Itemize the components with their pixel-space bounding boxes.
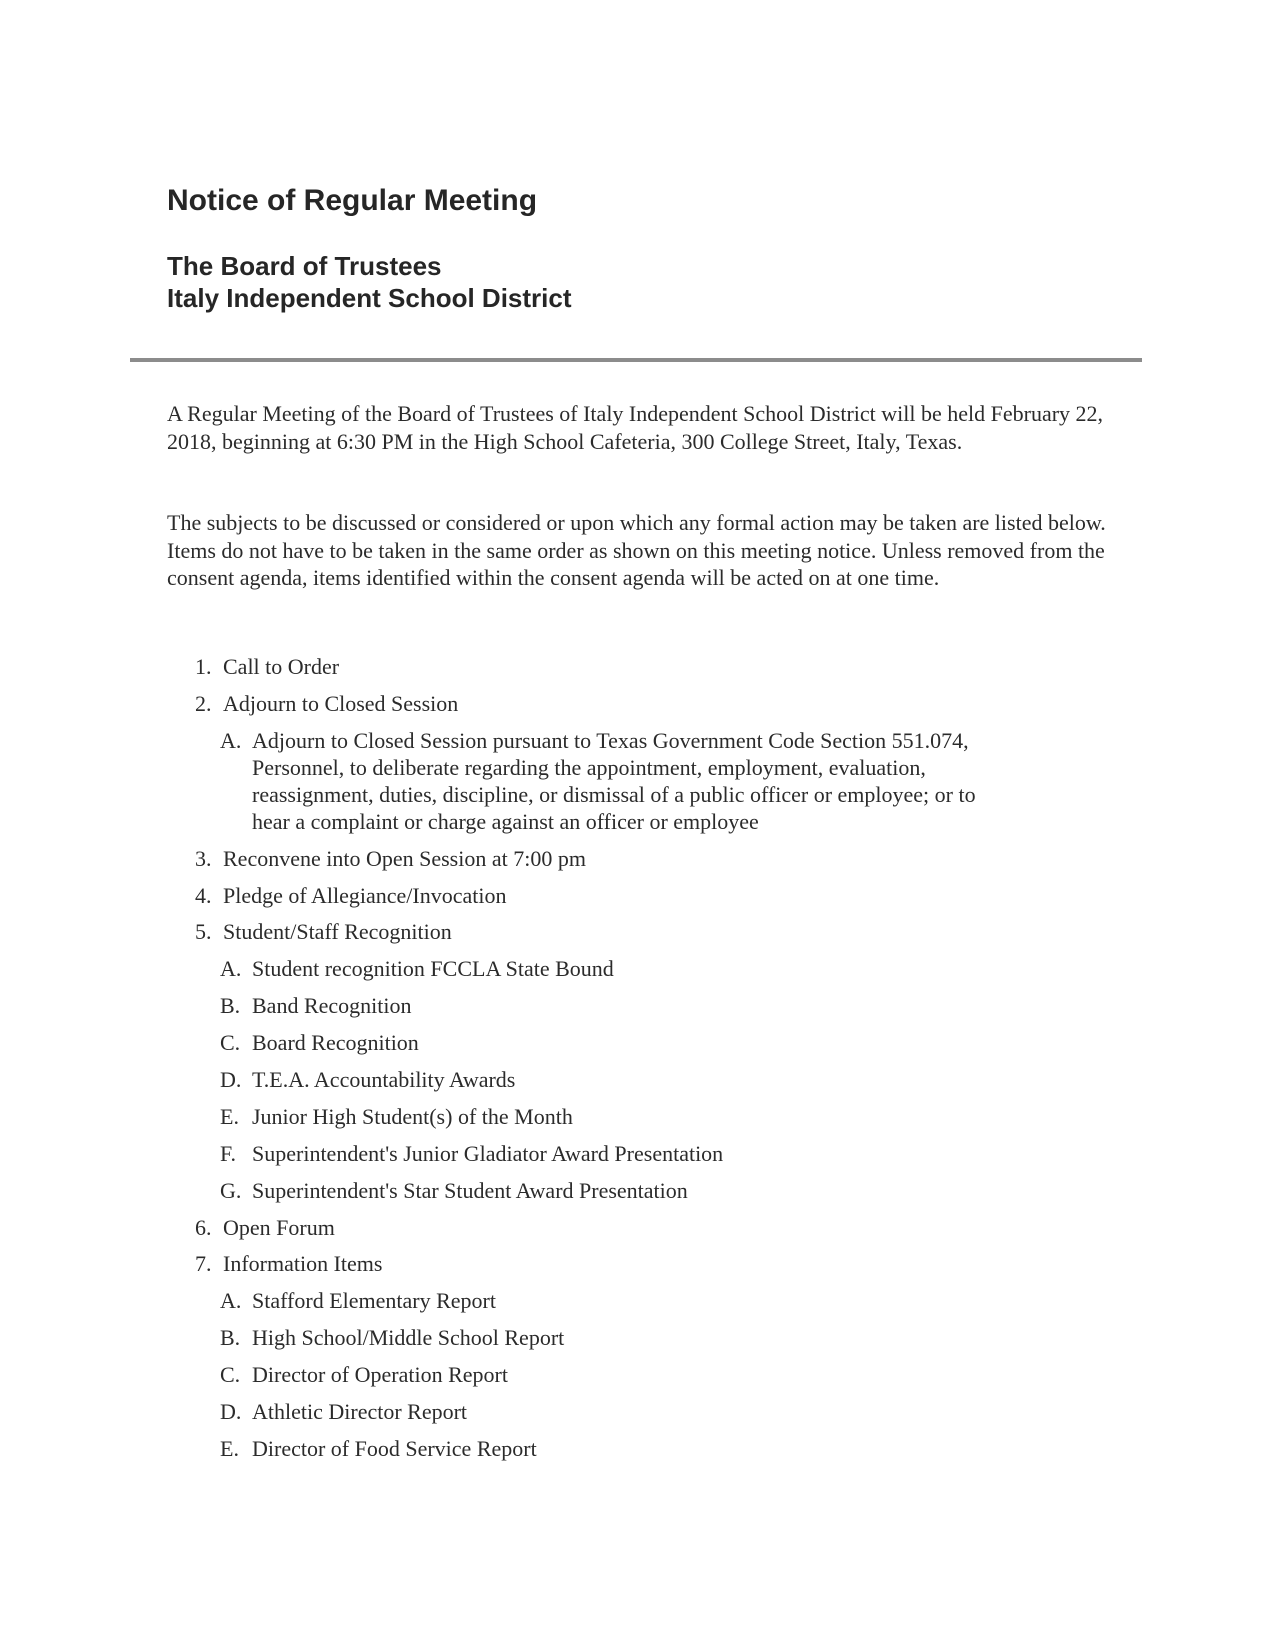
sub-item-text: Stafford Elementary Report [252,1288,496,1314]
sub-item-letter: G. [220,1177,242,1203]
sub-item-letter: F. [220,1140,236,1166]
sub-item-text: Junior High Student(s) of the Month [252,1103,573,1129]
item-number: 4. [195,882,212,908]
item-number: 7. [195,1251,212,1277]
sub-item [220,727,1095,845]
page-title: Notice of Regular Meeting [167,184,538,217]
sub-item-letter: A. [220,956,242,982]
item-text: Information Items [223,1251,383,1277]
agenda-item [195,1250,1095,1471]
sub-item-letter: D. [220,1399,242,1425]
sub-item-letter: A. [220,1288,242,1314]
sub-item-letter: B. [220,993,241,1019]
item-text: Adjourn to Closed Session [223,690,459,716]
item-number: 2. [195,690,212,716]
sub-item [220,992,1095,1029]
sub-item [220,1324,1095,1361]
item-text: Open Forum [223,1214,335,1240]
sub-item-text: Board Recognition [252,1030,419,1056]
sub-item [220,1140,1095,1177]
item-text: Call to Order [223,654,340,679]
agenda-item [195,918,1095,1213]
sub-item [220,1066,1095,1103]
sub-item-text: Band Recognition [252,993,412,1019]
agenda-item [195,1214,1095,1251]
board-name: The Board of Trustees [167,251,442,281]
sub-item-letter: C. [220,1030,241,1056]
agenda-item [195,882,1095,919]
item-number: 5. [195,919,212,945]
sub-item [220,1287,1095,1324]
sub-item-letter: A. [220,727,242,753]
sub-item-text: T.E.A. Accountability Awards [252,1067,516,1093]
item-number: 3. [195,845,212,871]
sub-item [220,1103,1095,1140]
agenda-list [195,653,1095,1472]
sub-item-letter: C. [220,1362,241,1388]
sub-item-text: Director of Food Service Report [252,1435,537,1461]
district-name: Italy Independent School District [167,283,572,313]
sub-item-text: Adjourn to Closed Session pursuant to Texas Government Code Section 551.074, Personnel, to deliberate regarding the appointment, employment, evaluation, reassignment, duties, discipline, or dismissal of a public officer or employee; or to hear a complaint or charge against an officer or employee [252,727,976,834]
agenda-intro-paragraph: The subjects to be discussed or considered or upon which any formal action may be taken are listed below. Items do not have to be taken in the same order as shown on this meeting notice. Unless removed from the consent agenda, items identified within the consent agenda will be acted on at one time. [167,510,1106,590]
agenda-item [195,845,1095,882]
sub-item [220,1029,1095,1066]
sub-item-text: Athletic Director Report [252,1399,468,1425]
sub-item [220,1361,1095,1398]
sub-item-list [195,1287,1095,1471]
sub-item [220,1398,1095,1435]
item-number: 1. [195,654,212,679]
sub-item-text: Director of Operation Report [252,1362,508,1388]
sub-item-list [195,955,1095,1213]
sub-item-list [195,727,1095,845]
sub-item-text: Superintendent's Star Student Award Presentation [252,1177,688,1203]
sub-item-text: Student recognition FCCLA State Bound [252,956,614,982]
horizontal-divider [130,358,1142,362]
sub-item [220,955,1095,992]
item-number: 6. [195,1214,212,1240]
organization-heading [167,250,572,314]
sub-item-letter: D. [220,1067,242,1093]
item-text: Pledge of Allegiance/Invocation [223,882,507,908]
sub-item-letter: E. [220,1435,239,1461]
sub-item-text: High School/Middle School Report [252,1325,565,1351]
sub-item-letter: E. [220,1103,239,1129]
agenda-item [195,690,1095,845]
sub-item [220,1177,1095,1214]
sub-item-text: Superintendent's Junior Gladiator Award Presentation [252,1140,724,1166]
meeting-announcement-paragraph: A Regular Meeting of the Board of Trustees of Italy Independent School District will be held February 22, 2018, beginning at 6:30 PM in the High School Cafeteria, 300 College Street, Italy, Texas. [167,401,1104,454]
item-text: Student/Staff Recognition [223,919,452,945]
item-text: Reconvene into Open Session at 7:00 pm [223,845,586,871]
sub-item-letter: B. [220,1325,241,1351]
agenda-item [195,653,1095,690]
sub-item [220,1435,1095,1472]
